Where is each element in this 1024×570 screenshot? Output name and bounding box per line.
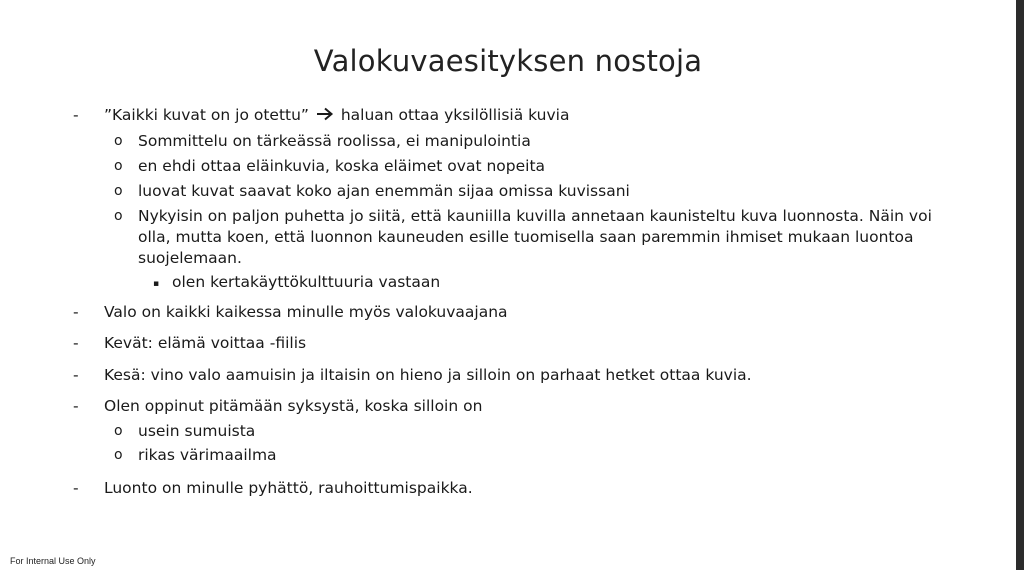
- dash-marker: -: [73, 106, 79, 124]
- bullet-item: [73, 478, 473, 499]
- dash-marker: -: [73, 397, 79, 415]
- bullet-text: Valo on kaikki kaikessa minulle myös valokuvaajana: [104, 303, 508, 321]
- bullet-item: [73, 302, 508, 323]
- bullet-text: luovat kuvat saavat koko ajan enemmän sijaa omissa kuvissani: [138, 182, 630, 200]
- window-edge: [1016, 0, 1024, 570]
- square-marker: ▪: [153, 279, 160, 289]
- dash-marker: -: [73, 303, 79, 321]
- bullet-text-line: suojelemaan.: [138, 249, 242, 267]
- bullet-text: olen kertakäyttökulttuuria vastaan: [172, 273, 441, 291]
- dash-marker: -: [73, 366, 79, 384]
- bullet-text: Kevät: elämä voittaa -fiilis: [104, 334, 307, 352]
- bullet-item: [73, 365, 752, 386]
- sub-bullet-item: [114, 206, 978, 269]
- sub-bullet-item: [114, 131, 531, 152]
- bullet-text: en ehdi ottaa eläinkuvia, koska eläimet ovat nopeita: [138, 157, 546, 175]
- bullet-item: [73, 396, 483, 417]
- circle-marker: o: [114, 183, 123, 199]
- bullet-text: ”Kaikki kuvat on jo otettu”: [104, 106, 309, 124]
- bullet-item: [73, 105, 570, 126]
- bullet-text: rikas värimaailma: [138, 446, 277, 464]
- circle-marker: o: [114, 208, 123, 224]
- slide-title: Valokuvaesityksen nostoja: [313, 44, 703, 78]
- circle-marker: o: [114, 447, 123, 463]
- bullet-text-line: Nykyisin on paljon puhetta jo siitä, että kauniilla kuvilla annetaan kaunisteltu kuva luonnosta. Näin voi: [138, 207, 932, 225]
- arrow-right-icon: [316, 107, 334, 121]
- circle-marker: o: [114, 133, 123, 149]
- bullet-text: Olen oppinut pitämään syksystä, koska silloin on: [104, 397, 483, 415]
- bullet-item: [73, 333, 307, 354]
- sub-bullet-item: [114, 156, 546, 177]
- bullet-text: Luonto on minulle pyhättö, rauhoittumispaikka.: [104, 479, 473, 497]
- circle-marker: o: [114, 158, 123, 174]
- sub-bullet-item: [114, 181, 630, 202]
- sub-bullet-item: [114, 421, 256, 442]
- bullet-text: haluan ottaa yksilöllisiä kuvia: [340, 106, 570, 124]
- footer-label: For Internal Use Only: [10, 556, 96, 566]
- dash-marker: -: [73, 479, 79, 497]
- bullet-text: Kesä: vino valo aamuisin ja iltaisin on hieno ja silloin on parhaat hetket ottaa kuvia.: [104, 366, 752, 384]
- circle-marker: o: [114, 423, 123, 439]
- bullet-text-line: olla, mutta koen, että luonnon kauneuden esille tuomisella saan paremmin ihmiset mukaan luontoa: [138, 228, 914, 246]
- sub-bullet-item: [114, 445, 277, 466]
- bullet-text: usein sumuista: [138, 422, 256, 440]
- bullet-text: Sommittelu on tärkeässä roolissa, ei manipulointia: [138, 132, 531, 150]
- dash-marker: -: [73, 334, 79, 352]
- sub-sub-bullet-item: [153, 272, 441, 293]
